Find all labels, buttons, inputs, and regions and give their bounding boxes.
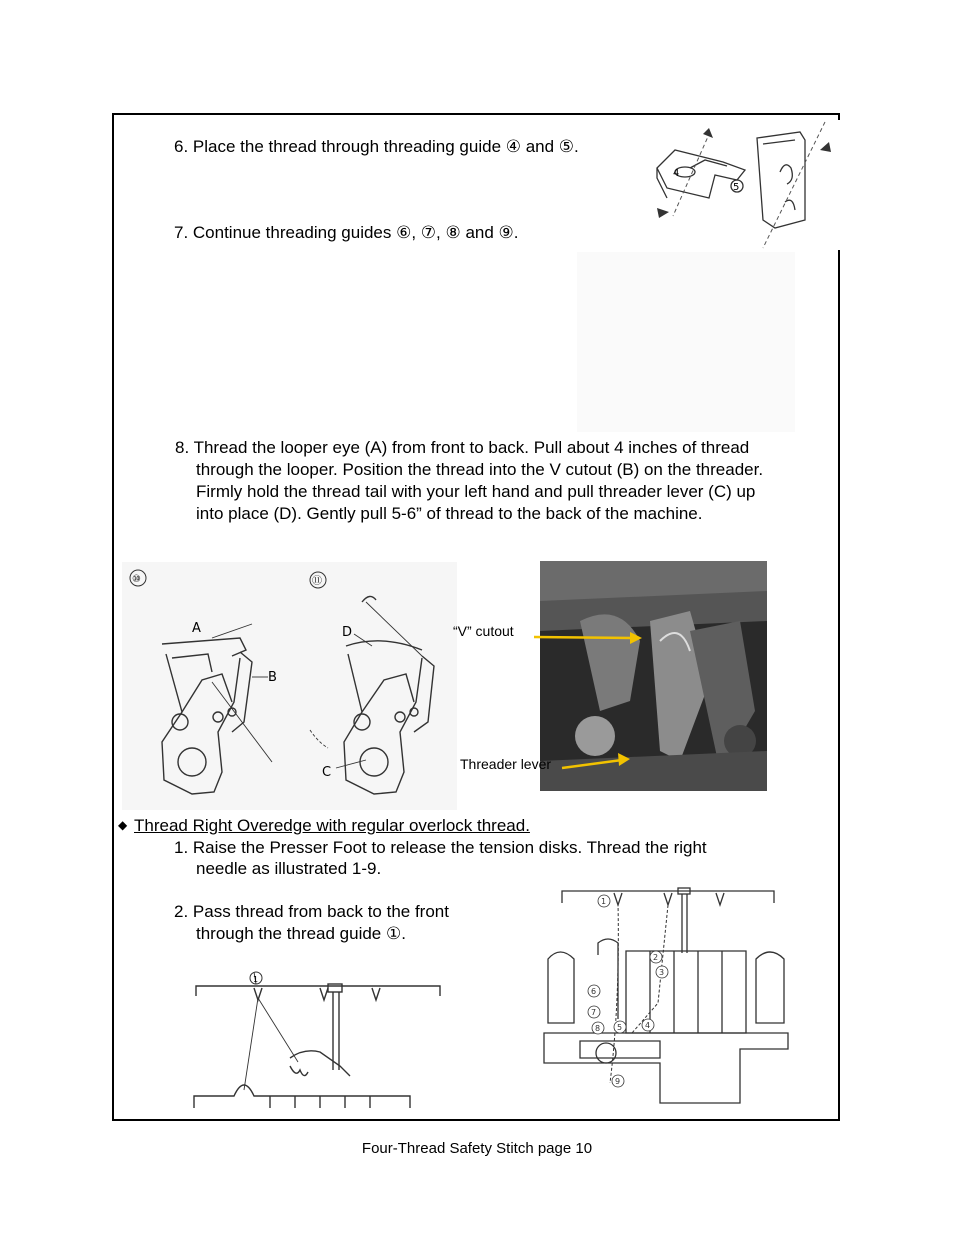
bullet-icon: ◆ (118, 818, 128, 832)
guide-num-8: 8 (595, 1024, 601, 1033)
label-d: D (342, 625, 353, 640)
yellow-arrows (530, 630, 650, 770)
figure-10-number: ⑩ (132, 574, 141, 585)
guide-num-7: 7 (591, 1008, 597, 1017)
guide-num-2: 2 (653, 953, 659, 962)
guide-num-3: 3 (659, 968, 665, 977)
figure-11-number: ⑪ (312, 576, 322, 587)
thread-guide-diagram (190, 970, 445, 1110)
step-8-line-2: through the looper. Position the thread into the V cutout (B) on the threader. (196, 460, 764, 479)
step-8-line-3: Firmly hold the thread tail with your left hand and pull threader lever (C) up (196, 482, 756, 501)
guide-1-number: 1 (253, 975, 259, 984)
guide-num-5: 5 (617, 1023, 623, 1032)
guide-num-1: 1 (601, 897, 607, 906)
looper-threading-diagram (122, 562, 457, 810)
section-heading: Thread Right Overedge with regular overlock thread. (134, 816, 530, 835)
step-8-line-1: 8. Thread the looper eye (A) from front to back. Pull about 4 inches of thread (175, 438, 750, 457)
threader-lever-label: Threader lever (460, 756, 552, 772)
machine-threading-diagram (540, 883, 792, 1107)
step-6-text: 6. Place the thread through threading guide ④ and ⑤. (174, 137, 579, 156)
label-a: A (192, 621, 201, 636)
guide-num-6: 6 (591, 987, 597, 996)
step-1-line-1: 1. Raise the Presser Foot to release the tension disks. Thread the right (174, 838, 707, 857)
label-c: C (322, 765, 332, 780)
step-1-line-2: needle as illustrated 1-9. (196, 859, 382, 878)
guides-6-9-image-placeholder (577, 252, 795, 432)
guide-5-label: 5 (733, 182, 740, 193)
step-2-line-1: 2. Pass thread from back to the front (174, 902, 449, 921)
label-b: B (268, 670, 277, 685)
guide-4-label: 4 (673, 168, 680, 179)
guides-4-5-diagram (645, 120, 840, 252)
v-cutout-label: “V” cutout (453, 623, 514, 639)
guide-num-9: 9 (615, 1077, 621, 1086)
step-8-line-4: into place (D). Gently pull 5-6” of thread to the back of the machine. (196, 504, 703, 523)
page-footer: Four-Thread Safety Stitch page 10 (361, 1140, 593, 1157)
step-2-line-2: through the thread guide ①. (196, 924, 406, 943)
step-7-text: 7. Continue threading guides ⑥, ⑦, ⑧ and ⑨. (174, 223, 519, 242)
guide-num-4: 4 (645, 1021, 651, 1030)
